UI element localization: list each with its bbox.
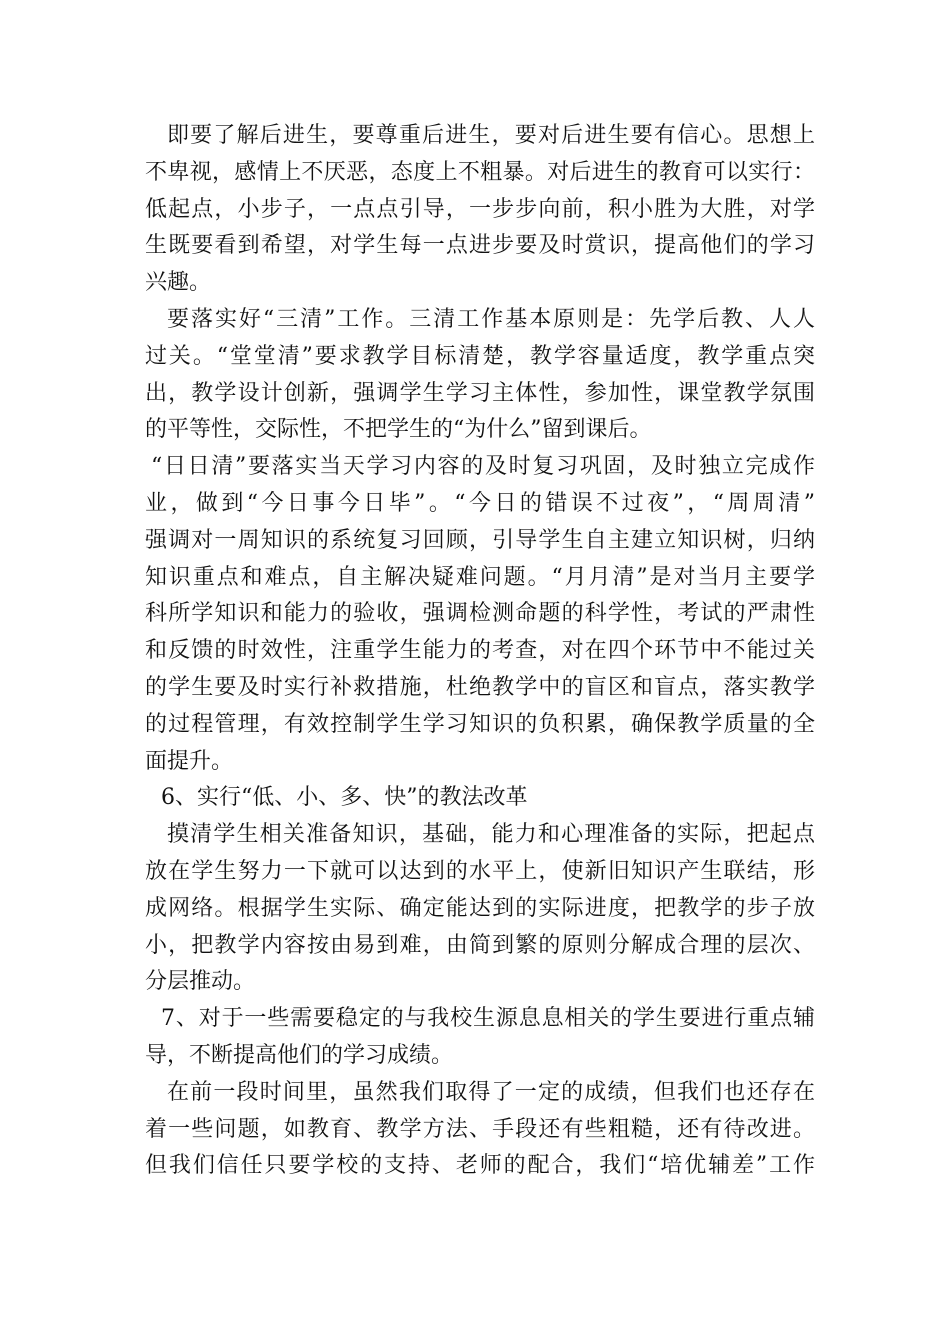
text-line: 兴趣。: [145, 270, 212, 296]
text-line: 知识重点和难点，自主解决疑难问题。“月月清”是对当月主要学: [145, 564, 815, 590]
paragraph-2: [145, 302, 815, 449]
paragraph-1: [145, 118, 815, 302]
text-line: 生既要看到希望，对学生每一点进步要及时赏识，提高他们的学习: [145, 233, 815, 259]
section-heading-6: [145, 780, 815, 817]
paragraph-5: [145, 1075, 815, 1185]
text-line: 出，教学设计创新，强调学生学习主体性，参加性，课堂教学氛围: [145, 380, 815, 406]
text-line: 和反馈的时效性，注重学生能力的考查，对在四个环节中不能过关: [145, 638, 815, 664]
text-line: 6、实行“低、小、多、快”的教法改革: [161, 785, 528, 811]
text-line: 的平等性，交际性，不把学生的“为什么”留到课后。: [145, 417, 652, 443]
text-line: 7、对于一些需要稳定的与我校生源息息相关的学生要进行重点辅: [161, 1006, 815, 1032]
text-line: 放在学生努力一下就可以达到的水平上，使新旧知识产生联结，形: [145, 858, 815, 884]
text-line: 即要了解后进生，要尊重后进生，要对后进生要有信心。思想上: [167, 123, 815, 148]
text-line: 在前一段时间里，虽然我们取得了一定的成绩，但我们也还存在: [167, 1079, 815, 1105]
text-line: 不卑视，感情上不厌恶，态度上不粗暴。对后进生的教育可以实行：: [145, 159, 815, 185]
text-line: 着一些问题，如教育、教学方法、手段还有些粗糙，还有待改进。: [145, 1116, 815, 1142]
text-line: 面提升。: [145, 748, 234, 774]
section-heading-7: [145, 1001, 815, 1075]
text-line: 低起点，小步子，一点点引导，一步步向前，积小胜为大胜，对学: [145, 196, 815, 222]
paragraph-3: [145, 449, 815, 780]
text-line: 过关。“堂堂清”要求教学目标清楚，教学容量适度，教学重点突: [145, 343, 815, 369]
paragraph-4: [145, 817, 815, 1001]
text-line: 分层推动。: [145, 969, 256, 995]
document-body: [145, 118, 815, 1185]
text-line: 摸清学生相关准备知识，基础，能力和心理准备的实际，把起点: [167, 822, 815, 848]
text-line: 强调对一周知识的系统复习回顾，引导学生自主建立知识树，归纳: [145, 527, 815, 553]
text-line: 成网络。根据学生实际、确定能达到的实际进度，把教学的步子放: [145, 895, 815, 921]
text-line: 科所学知识和能力的验收，强调检测命题的科学性，考试的严肃性: [145, 601, 815, 627]
text-line: 业，做到“今日事今日毕”。“今日的错误不过夜”，“周周清”: [145, 490, 815, 516]
text-line: 的过程管理，有效控制学生学习知识的负积累，确保教学质量的全: [145, 711, 815, 737]
text-line: 导，不断提高他们的学习成绩。: [145, 1042, 454, 1068]
text-line: 要落实好“三清”工作。三清工作基本原则是：先学后教、人人: [167, 306, 815, 332]
text-line: 但我们信任只要学校的支持、老师的配合，我们“培优辅差”工作: [145, 1153, 815, 1179]
text-line: “日日清”要落实当天学习内容的及时复习巩固，及时独立完成作: [151, 454, 815, 480]
text-line: 小，把教学内容按由易到难，由简到繁的原则分解成合理的层次、: [145, 932, 815, 958]
text-line: 的学生要及时实行补救措施，杜绝教学中的盲区和盲点，落实教学: [145, 674, 815, 700]
